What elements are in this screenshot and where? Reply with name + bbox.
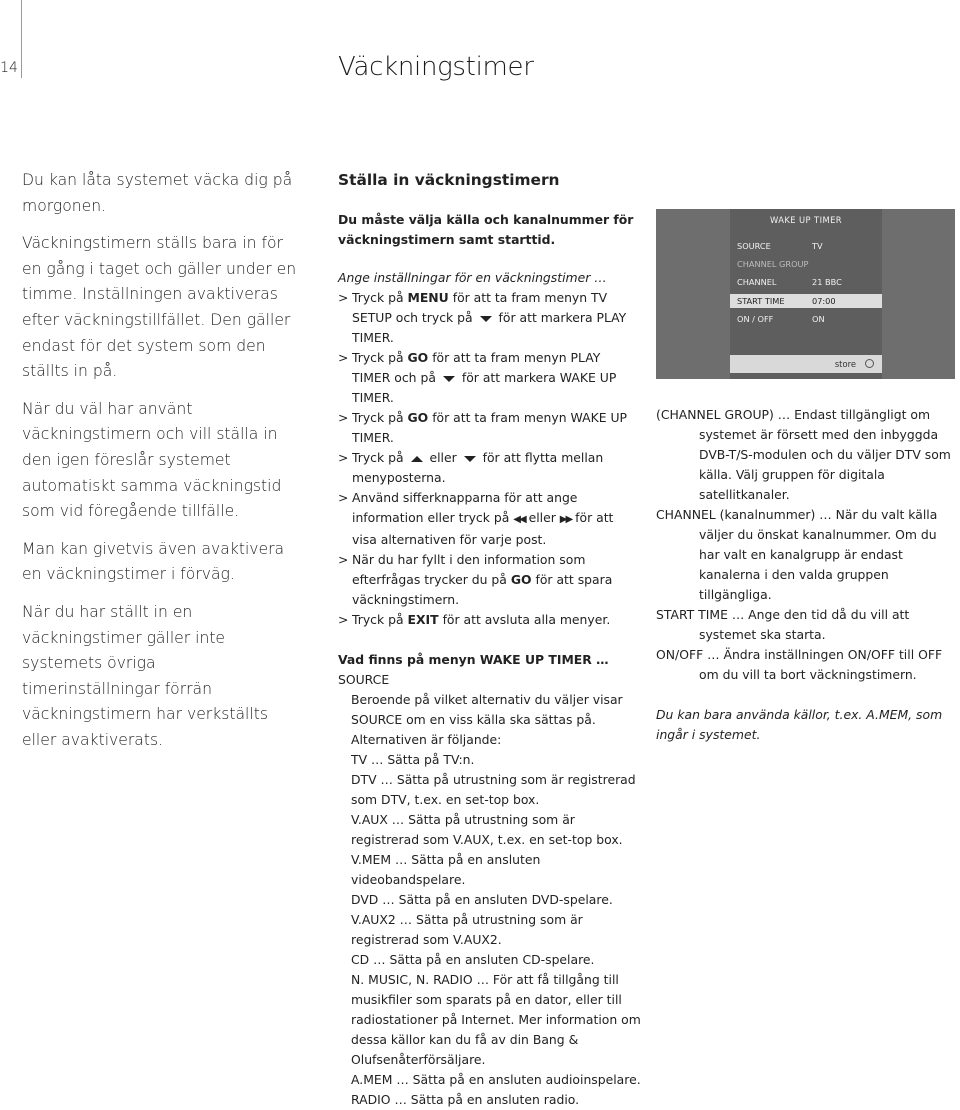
contents-heading: Vad finns på menyn WAKE UP TIMER … (338, 652, 609, 667)
source-option: RADIO … Sätta på en ansluten radio. (351, 1092, 580, 1107)
menu-row-start-time: START TIME 07:00 (730, 294, 882, 308)
source-option: V.AUX2 … Sätta på utrustning som är registrerad som V.AUX2. (351, 912, 583, 947)
margin-rule (21, 0, 22, 78)
step-1: > Tryck på MENU för att ta fram menyn TV SETUP och tryck på för att markera PLAY TIMER. (338, 290, 627, 345)
step-3: > Tryck på GO för att ta fram menyn WAKE UP TIMER. (338, 410, 628, 445)
definition-on-off: ON/OFF … Ändra inställningen ON/OFF till OFF om du vill ta bort väckningstimern. (656, 647, 943, 682)
intro-paragraph-2: Väckningstimern ställs bara in för en gång i taget och gäller under en timme. Inställningen avaktiveras efter väckningstillfället. Den gäller endast för det system som den ställts in på. (22, 234, 297, 381)
intro-paragraph-1: Du kan låta systemet väcka dig på morgonen. (22, 171, 293, 215)
intro-paragraph-3: När du väl har använt väckningstimern och vill ställa in den igen föreslår systemet automatiskt samma väckningstid som vid föregående tillfälle. (22, 399, 282, 521)
intro-paragraph-4: Man kan givetvis även avaktivera en väckningstimer i förväg. (22, 539, 285, 584)
setup-heading: Ställa in väckningstimern (338, 171, 560, 189)
source-option: DVD … Sätta på en ansluten DVD-spelare. (351, 892, 613, 907)
source-option: DTV … Sätta på utrustning som är registrerad som DTV, t.ex. en set-top box. (351, 772, 636, 807)
go-key: GO (510, 572, 532, 587)
source-desc: Beroende på vilket alternativ du väljer visar SOURCE om en viss källa ska sättas på. Alternativen är följande: (351, 692, 623, 747)
menu-store-bar (730, 355, 882, 373)
source-option: V.MEM … Sätta på en ansluten videobandspelare. (351, 852, 541, 887)
step-6: > När du har fyllt i den information som efterfrågas trycker du på GO för att spara väckningstimern. (338, 552, 613, 607)
page-number: 14 (0, 60, 18, 76)
arrow-up-icon (411, 456, 423, 462)
rewind-icon: ◀◀ (513, 514, 525, 525)
go-key: GO (407, 350, 429, 365)
definition-channel: CHANNEL (kanalnummer) … När du valt källa väljer du önskat kanalnummer. Om du har valt en kanalgrupp är endast kanalerna i den valda gruppen tillgängliga. (656, 507, 938, 602)
go-key: GO (407, 410, 429, 425)
setup-intro: Du måste välja källa och kanalnummer för väckningstimern samt starttid. (338, 212, 634, 247)
definition-channel-group: (CHANNEL GROUP) … Endast tillgängligt om systemet är försett med den inbyggda DVB-T/S-modulen och du väljer DTV som källa. Välj gruppen för digitala satellitkanaler. (656, 407, 951, 502)
source-option: N. MUSIC, N. RADIO … För att få tillgång till musikfiler som sparats på en dator, eller till radiostationer på Internet. Mer information om dessa källor kan du få av din Bang & Olufsenåterförsäljare. (351, 972, 641, 1067)
fast-forward-icon: ▶▶ (559, 514, 572, 525)
menu-row-channel: CHANNEL 21 BBC (737, 277, 842, 287)
step-7: > Tryck på EXIT för att avsluta alla menyer. (338, 612, 611, 627)
arrow-down-icon (443, 376, 455, 382)
setup-subheading: Ange inställningar för en väckningstimer … (338, 270, 607, 285)
wake-up-timer-menu (656, 209, 955, 379)
step-5: > Använd sifferknapparna för att ange information eller tryck på ◀◀ eller ▶▶ för att visa alternativen för varje post. (338, 490, 614, 547)
definitions-column (656, 405, 956, 757)
store-label: store (834, 359, 856, 369)
source-option: CD … Sätta på en ansluten CD-spelare. (351, 952, 595, 967)
exit-key: EXIT (407, 612, 439, 627)
source-option: A.MEM … Sätta på en ansluten audioinspelare. (351, 1072, 641, 1087)
intro-column (22, 168, 298, 765)
menu-key: MENU (407, 290, 449, 305)
arrow-down-icon (464, 456, 476, 462)
menu-row-channel-group: CHANNEL GROUP (737, 259, 809, 269)
definition-start-time: START TIME … Ange den tid då du vill att systemet ska starta. (656, 607, 910, 642)
setup-column (338, 168, 642, 1110)
menu-row-on-off: ON / OFF ON (737, 314, 825, 324)
menu-title: WAKE UP TIMER (770, 215, 842, 225)
page-title: Väckningstimer (338, 52, 534, 82)
definitions-note: Du kan bara använda källor, t.ex. A.MEM, som ingår i systemet. (656, 707, 943, 742)
intro-paragraph-5: När du har ställt in en väckningstimer gäller inte systemets övriga timerinställningar förrän väckningstimern har verkställts eller avaktiverats. (22, 602, 268, 749)
menu-row-source: SOURCE TV (737, 241, 823, 251)
source-label: SOURCE (338, 672, 390, 687)
step-2: > Tryck på GO för att ta fram menyn PLAY TIMER och på för att markera WAKE UP TIMER. (338, 350, 617, 405)
source-option: TV … Sätta på TV:n. (351, 752, 475, 767)
arrow-down-icon (480, 316, 492, 322)
go-button-icon (865, 359, 874, 368)
step-4: > Tryck på eller för att flytta mellan menyposterna. (338, 450, 604, 485)
source-option: V.AUX … Sätta på utrustning som är registrerad som V.AUX, t.ex. en set-top box. (351, 812, 623, 847)
menu-panel (730, 209, 882, 379)
